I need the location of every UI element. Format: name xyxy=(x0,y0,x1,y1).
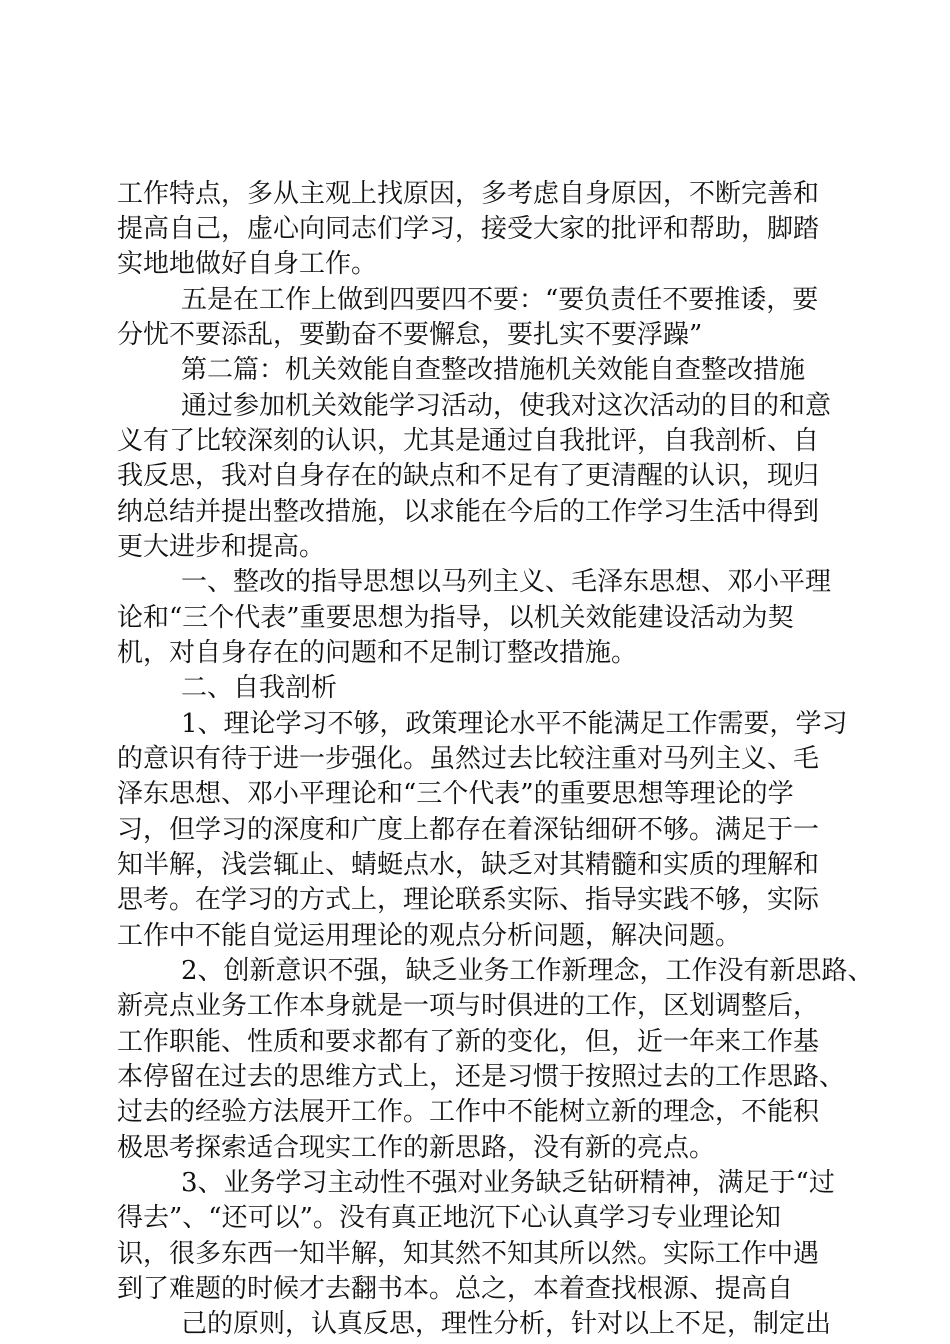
text-line: 分忧不要添乱，要勤奋不要懈怠，要扎实不要浮躁” xyxy=(117,320,703,350)
text-line: 到了难题的时候才去翻书本。总之，本着查找根源、提高自 xyxy=(117,1274,794,1304)
text-line: 极思考探索适合现实工作的新思路，没有新的亮点。 xyxy=(117,1133,716,1163)
text-line: 本停留在过去的思维方式上，还是习惯于按照过去的工作思路、 xyxy=(117,1062,846,1092)
text-line: 机，对自身存在的问题和不足制订整改措施。 xyxy=(117,638,638,668)
subsection-heading: 二、自我剖析 xyxy=(181,673,338,703)
text-line: 3、业务学习主动性不强对业务缺乏钻研精神，满足于“过 xyxy=(181,1168,835,1198)
text-line: 1、理论学习不够，政策理论水平不能满足工作需要，学习 xyxy=(181,709,848,739)
text-line: 思考。在学习的方式上，理论联系实际、指导实践不够，实际 xyxy=(117,885,820,915)
text-line: 我反思，我对自身存在的缺点和不足有了更清醒的认识，现归 xyxy=(117,461,820,491)
text-line: 得去”、“还可以”。没有真正地沉下心认真学习专业理论知 xyxy=(117,1203,781,1233)
text-line: 过去的经验方法展开工作。工作中不能树立新的理念，不能积 xyxy=(117,1097,820,1127)
text-line: 实地地做好自身工作。 xyxy=(117,249,378,279)
text-line: 更大进步和提高。 xyxy=(117,532,326,562)
text-line: 工作职能、性质和要求都有了新的变化，但，近一年来工作基 xyxy=(117,1027,820,1057)
text-line: 新亮点业务工作本身就是一项与时俱进的工作，区划调整后， xyxy=(117,991,820,1021)
section-heading: 第二篇：机关效能自查整改措施机关效能自查整改措施 xyxy=(181,355,806,385)
text-line: 义有了比较深刻的认识，尤其是通过自我批评，自我剖析、自 xyxy=(117,426,820,456)
text-line: 通过参加机关效能学习活动，使我对这次活动的目的和意 xyxy=(181,391,832,421)
text-line: 的意识有待于进一步强化。虽然过去比较注重对马列主义、毛 xyxy=(117,744,820,774)
text-line: 五是在工作上做到四要四不要：“要负责任不要推诿，要 xyxy=(181,285,819,315)
text-line: 工作中不能自觉运用理论的观点分析问题，解决问题。 xyxy=(117,921,742,951)
text-line: 2、创新意识不强，缺乏业务工作新理念，工作没有新思路、 xyxy=(181,956,874,986)
text-line: 习，但学习的深度和广度上都存在着深钻细研不够。满足于一 xyxy=(117,815,820,845)
text-line: 知半解，浅尝辄止、蜻蜓点水，缺乏对其精髓和实质的理解和 xyxy=(117,850,820,880)
text-line: 己的原则，认真反思，理性分析，针对以上不足，制定出 xyxy=(181,1309,832,1339)
text-line: 一、整改的指导思想以马列主义、毛泽东思想、邓小平理 xyxy=(181,567,832,597)
text-line: 论和“三个代表”重要思想为指导，以机关效能建设活动为契 xyxy=(117,603,794,633)
text-line: 提高自己，虚心向同志们学习，接受大家的批评和帮助，脚踏 xyxy=(117,214,820,244)
text-line: 识，很多东西一知半解，知其然不知其所以然。实际工作中遇 xyxy=(117,1239,820,1269)
text-line: 工作特点，多从主观上找原因，多考虑自身原因，不断完善和 xyxy=(117,179,820,209)
text-line: 纳总结并提出整改措施，以求能在今后的工作学习生活中得到 xyxy=(117,497,820,527)
text-line: 泽东思想、邓小平理论和“三个代表”的重要思想等理论的学 xyxy=(117,779,794,809)
